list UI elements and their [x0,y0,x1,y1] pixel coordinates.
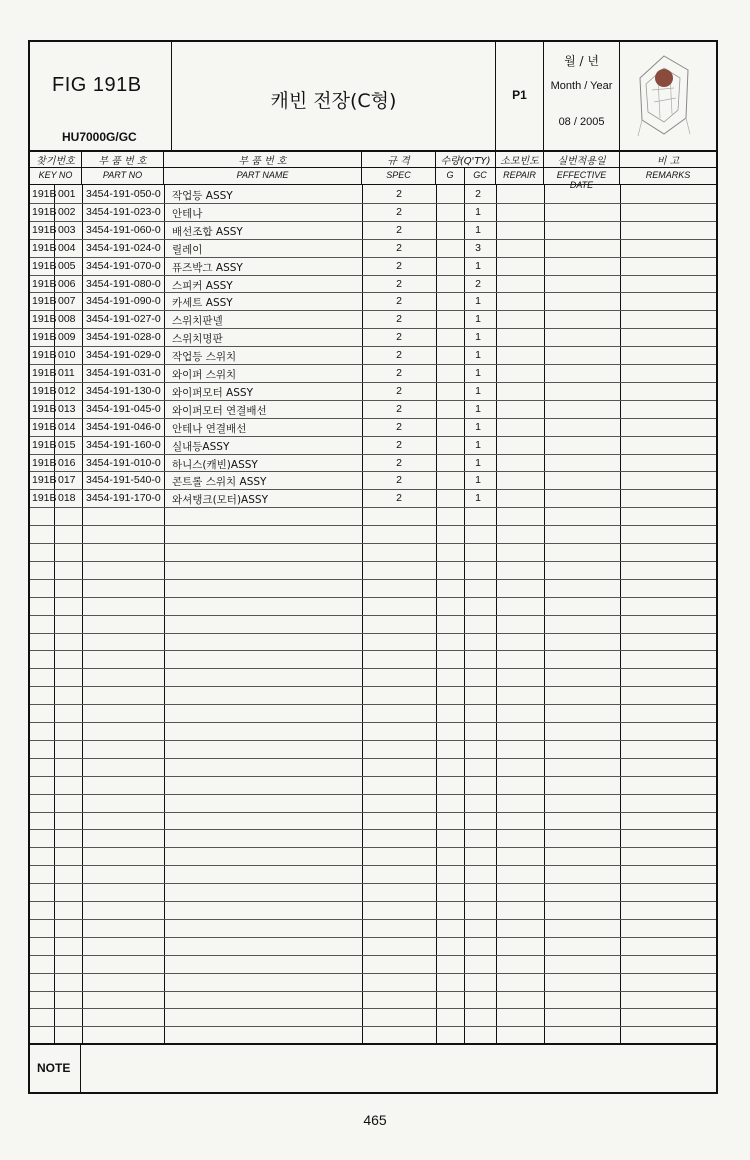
illustration-cell [620,42,716,150]
spec-cell: 2 [396,313,402,326]
part-no-cell: 3454-191-170-0 [86,492,161,505]
qty-gc-cell: 1 [475,349,481,362]
grid-hline [30,525,716,526]
spec-cell: 2 [396,259,402,272]
grid-hline [30,543,716,544]
page-label: P1 [512,88,527,102]
grid-hline [30,740,716,741]
part-no-cell: 3454-191-029-0 [86,349,161,362]
table-row [30,454,716,472]
part-no-cell: 3454-191-160-0 [86,438,161,451]
date-label-kr: 월 / 년 [564,54,599,68]
qty-gc-cell: 1 [475,295,481,308]
key-no-cell: 191B [32,438,57,451]
qty-gc-cell: 1 [475,384,481,397]
spec-cell: 2 [396,402,402,415]
spec-cell: 2 [396,188,402,200]
grid-hline [30,829,716,830]
qty-gc-cell: 1 [475,259,481,272]
item-no-cell: 002 [58,205,76,218]
parts-illustration-icon [634,48,694,140]
grid-hline [30,615,716,616]
key-no-cell: 191B [32,492,57,505]
header-divider [30,167,716,168]
key-no-cell: 191B [32,277,57,290]
doc-title: 캐빈 전장(C형) [270,90,397,112]
grid-hline [30,686,716,687]
title-cell [172,42,496,150]
key-no-cell: 191B [32,188,57,200]
table-row [30,275,716,293]
part-name-cell: 작업등 스위치 [172,351,237,364]
col-effective-kr: 실번적용일 [557,156,606,167]
fig-cell [30,42,172,150]
key-no-cell: 191B [32,456,57,469]
key-no-cell: 191B [32,349,57,362]
item-no-cell: 010 [58,349,76,362]
spec-cell: 2 [396,492,402,505]
col-remarks-kr: 비 고 [656,156,680,167]
item-no-cell: 008 [58,313,76,326]
part-no-cell: 3454-191-031-0 [86,367,161,379]
col-part-name-kr: 부 품 번 호 [238,156,287,167]
table-row [30,471,716,489]
col-qty-kr: 수량(Q'TY) [440,156,491,167]
item-no-cell: 013 [58,402,76,415]
part-name-cell: 와이퍼모터 ASSY [172,386,253,399]
grid-hline [30,668,716,669]
table-row [30,257,716,275]
item-no-cell: 009 [58,331,76,344]
grid-hline [30,955,716,956]
part-name-cell: 스위치판넬 [172,315,223,328]
grid-hline [30,901,716,902]
qty-gc-cell: 1 [475,313,481,326]
part-name-cell: 하니스(캐빈)ASSY [172,458,258,471]
item-no-cell: 017 [58,474,76,487]
item-no-cell: 006 [58,277,76,290]
part-no-cell: 3454-191-080-0 [86,277,161,290]
part-name-cell: 배선조합 ASSY [172,225,243,238]
key-no-cell: 191B [32,331,57,344]
qty-gc-cell: 1 [475,331,481,344]
table-row [30,489,716,507]
spec-cell: 2 [396,384,402,397]
grid-hline [30,919,716,920]
spec-cell: 2 [396,456,402,469]
table-row [30,221,716,239]
item-no-cell: 004 [58,241,76,254]
key-no-cell: 191B [32,367,57,379]
grid-hline [30,758,716,759]
key-no-cell: 191B [32,420,57,433]
grid-hline [30,973,716,974]
qty-gc-cell: 1 [475,474,481,487]
part-no-cell: 3454-191-028-0 [86,331,161,344]
part-no-cell: 3454-191-060-0 [86,223,161,236]
key-no-cell: 191B [32,223,57,236]
table-row [30,239,716,257]
part-no-cell: 3454-191-046-0 [86,420,161,433]
spec-cell: 2 [396,367,402,379]
table-row [30,346,716,364]
spec-cell: 2 [396,474,402,487]
table-row [30,292,716,310]
part-no-cell: 3454-191-070-0 [86,259,161,272]
item-no-cell: 018 [58,492,76,505]
grid-hline [30,991,716,992]
spec-cell: 2 [396,295,402,308]
key-no-cell: 191B [32,295,57,308]
grid-hline [30,776,716,777]
parts-list-frame [28,40,718,1094]
table-row [30,418,716,436]
part-name-cell: 안테나 연결배선 [172,422,247,435]
qty-gc-cell: 1 [475,402,481,415]
item-no-cell: 007 [58,295,76,308]
table-row [30,364,716,382]
item-no-cell: 001 [58,188,76,200]
key-no-cell: 191B [32,313,57,326]
part-no-cell: 3454-191-090-0 [86,295,161,308]
col-part-name-en: PART NAME [236,170,289,180]
col-key-no-en: KEY NO [38,170,73,180]
part-no-cell: 3454-191-023-0 [86,205,161,218]
grid-hline [30,722,716,723]
header [30,42,716,152]
part-no-cell: 3454-191-540-0 [86,474,161,487]
part-name-cell: 콘트롤 스위치 ASSY [172,476,267,489]
qty-gc-cell: 1 [475,420,481,433]
date-cell [544,42,620,150]
date-value: 08 / 2005 [558,116,605,128]
table-row [30,436,716,454]
key-no-cell: 191B [32,205,57,218]
qty-gc-cell: 3 [475,241,481,254]
part-name-cell: 실내등ASSY [172,440,230,453]
table-row [30,185,716,203]
col-repair-en: REPAIR [503,170,536,180]
part-name-cell: 와이퍼모터 연결배선 [172,404,267,417]
part-no-cell: 3454-191-130-0 [86,384,161,397]
qty-gc-cell: 2 [475,188,481,200]
page-number: 465 [363,1112,387,1128]
grid-hline [30,704,716,705]
date-label-en: Month / Year [550,80,613,92]
key-no-cell: 191B [32,402,57,415]
grid-hline [30,883,716,884]
grid-hline [30,507,716,508]
part-name-cell: 퓨즈박그 ASSY [172,261,243,274]
grid-hline [30,561,716,562]
item-no-cell: 011 [58,367,75,379]
model-name: HU7000G/GC [62,130,137,144]
col-spec-kr: 규 격 [387,156,410,167]
part-name-cell: 카세트 ASSY [172,297,233,310]
note-label: NOTE [37,1061,71,1075]
qty-gc-cell: 1 [475,367,481,379]
key-no-cell: 191B [32,259,57,272]
part-name-cell: 안테나 [172,207,203,220]
qty-gc-cell: 1 [475,456,481,469]
col-effective-en: EFFECTIVE DATE [556,170,607,190]
table-row [30,203,716,221]
grid-hline [30,865,716,866]
part-no-cell: 3454-191-027-0 [86,313,161,326]
qty-gc-cell: 2 [475,277,481,290]
item-no-cell: 005 [58,259,76,272]
spec-cell: 2 [396,420,402,433]
col-qty-g: G [446,170,454,180]
item-no-cell: 003 [58,223,76,236]
part-no-cell: 3454-191-050-0 [86,188,161,200]
fig-title: FIG 191B [52,74,142,96]
col-spec-en: SPEC [386,170,411,180]
table-row [30,400,716,418]
part-name-cell: 스위치명판 [172,333,223,346]
part-name-cell: 작업등 ASSY [172,190,233,202]
grid-hline [30,633,716,634]
spec-cell: 2 [396,241,402,254]
grid-hline [30,597,716,598]
note-label-cell [30,1045,81,1094]
item-no-cell: 016 [58,456,76,469]
col-qty-gc: GC [473,170,487,180]
spec-cell: 2 [396,277,402,290]
spec-cell: 2 [396,331,402,344]
part-no-cell: 3454-191-024-0 [86,241,161,254]
spec-cell: 2 [396,349,402,362]
item-no-cell: 012 [58,384,76,397]
col-remarks-en: REMARKS [645,170,691,180]
qty-gc-cell: 1 [475,205,481,218]
grid-hline [30,937,716,938]
col-key-no-kr: 찾기번호 [36,156,75,167]
page-cell [496,42,544,150]
table-row [30,382,716,400]
spec-cell: 2 [396,438,402,451]
col-part-no-en: PART NO [102,170,143,180]
grid-hline [30,1008,716,1009]
part-name-cell: 릴레이 [172,243,203,256]
part-name-cell: 와이퍼 스위치 [172,369,237,381]
item-no-cell: 014 [58,420,76,433]
table-row [30,328,716,346]
part-no-cell: 3454-191-010-0 [86,456,161,469]
part-no-cell: 3454-191-045-0 [86,402,161,415]
part-name-cell: 와셔탱크(모터)ASSY [172,494,268,507]
qty-gc-cell: 1 [475,438,481,451]
qty-sub-divider [464,167,465,184]
qty-gc-cell: 1 [475,492,481,505]
key-no-cell: 191B [32,384,57,397]
grid-hline [30,794,716,795]
item-no-cell: 015 [58,438,76,451]
note-area [30,1043,716,1094]
grid-hline [30,650,716,651]
spec-cell: 2 [396,223,402,236]
col-repair-kr: 소모빈도 [500,156,539,167]
key-no-cell: 191B [32,474,57,487]
qty-gc-cell: 1 [475,223,481,236]
part-name-cell: 스피커 ASSY [172,279,233,292]
key-no-cell: 191B [32,241,57,254]
grid-hline [30,812,716,813]
grid-hline [30,579,716,580]
table-row [30,310,716,328]
grid-hline [30,1026,716,1027]
grid-hline [30,847,716,848]
spec-cell: 2 [396,205,402,218]
col-part-no-kr: 부 품 번 호 [98,156,147,167]
